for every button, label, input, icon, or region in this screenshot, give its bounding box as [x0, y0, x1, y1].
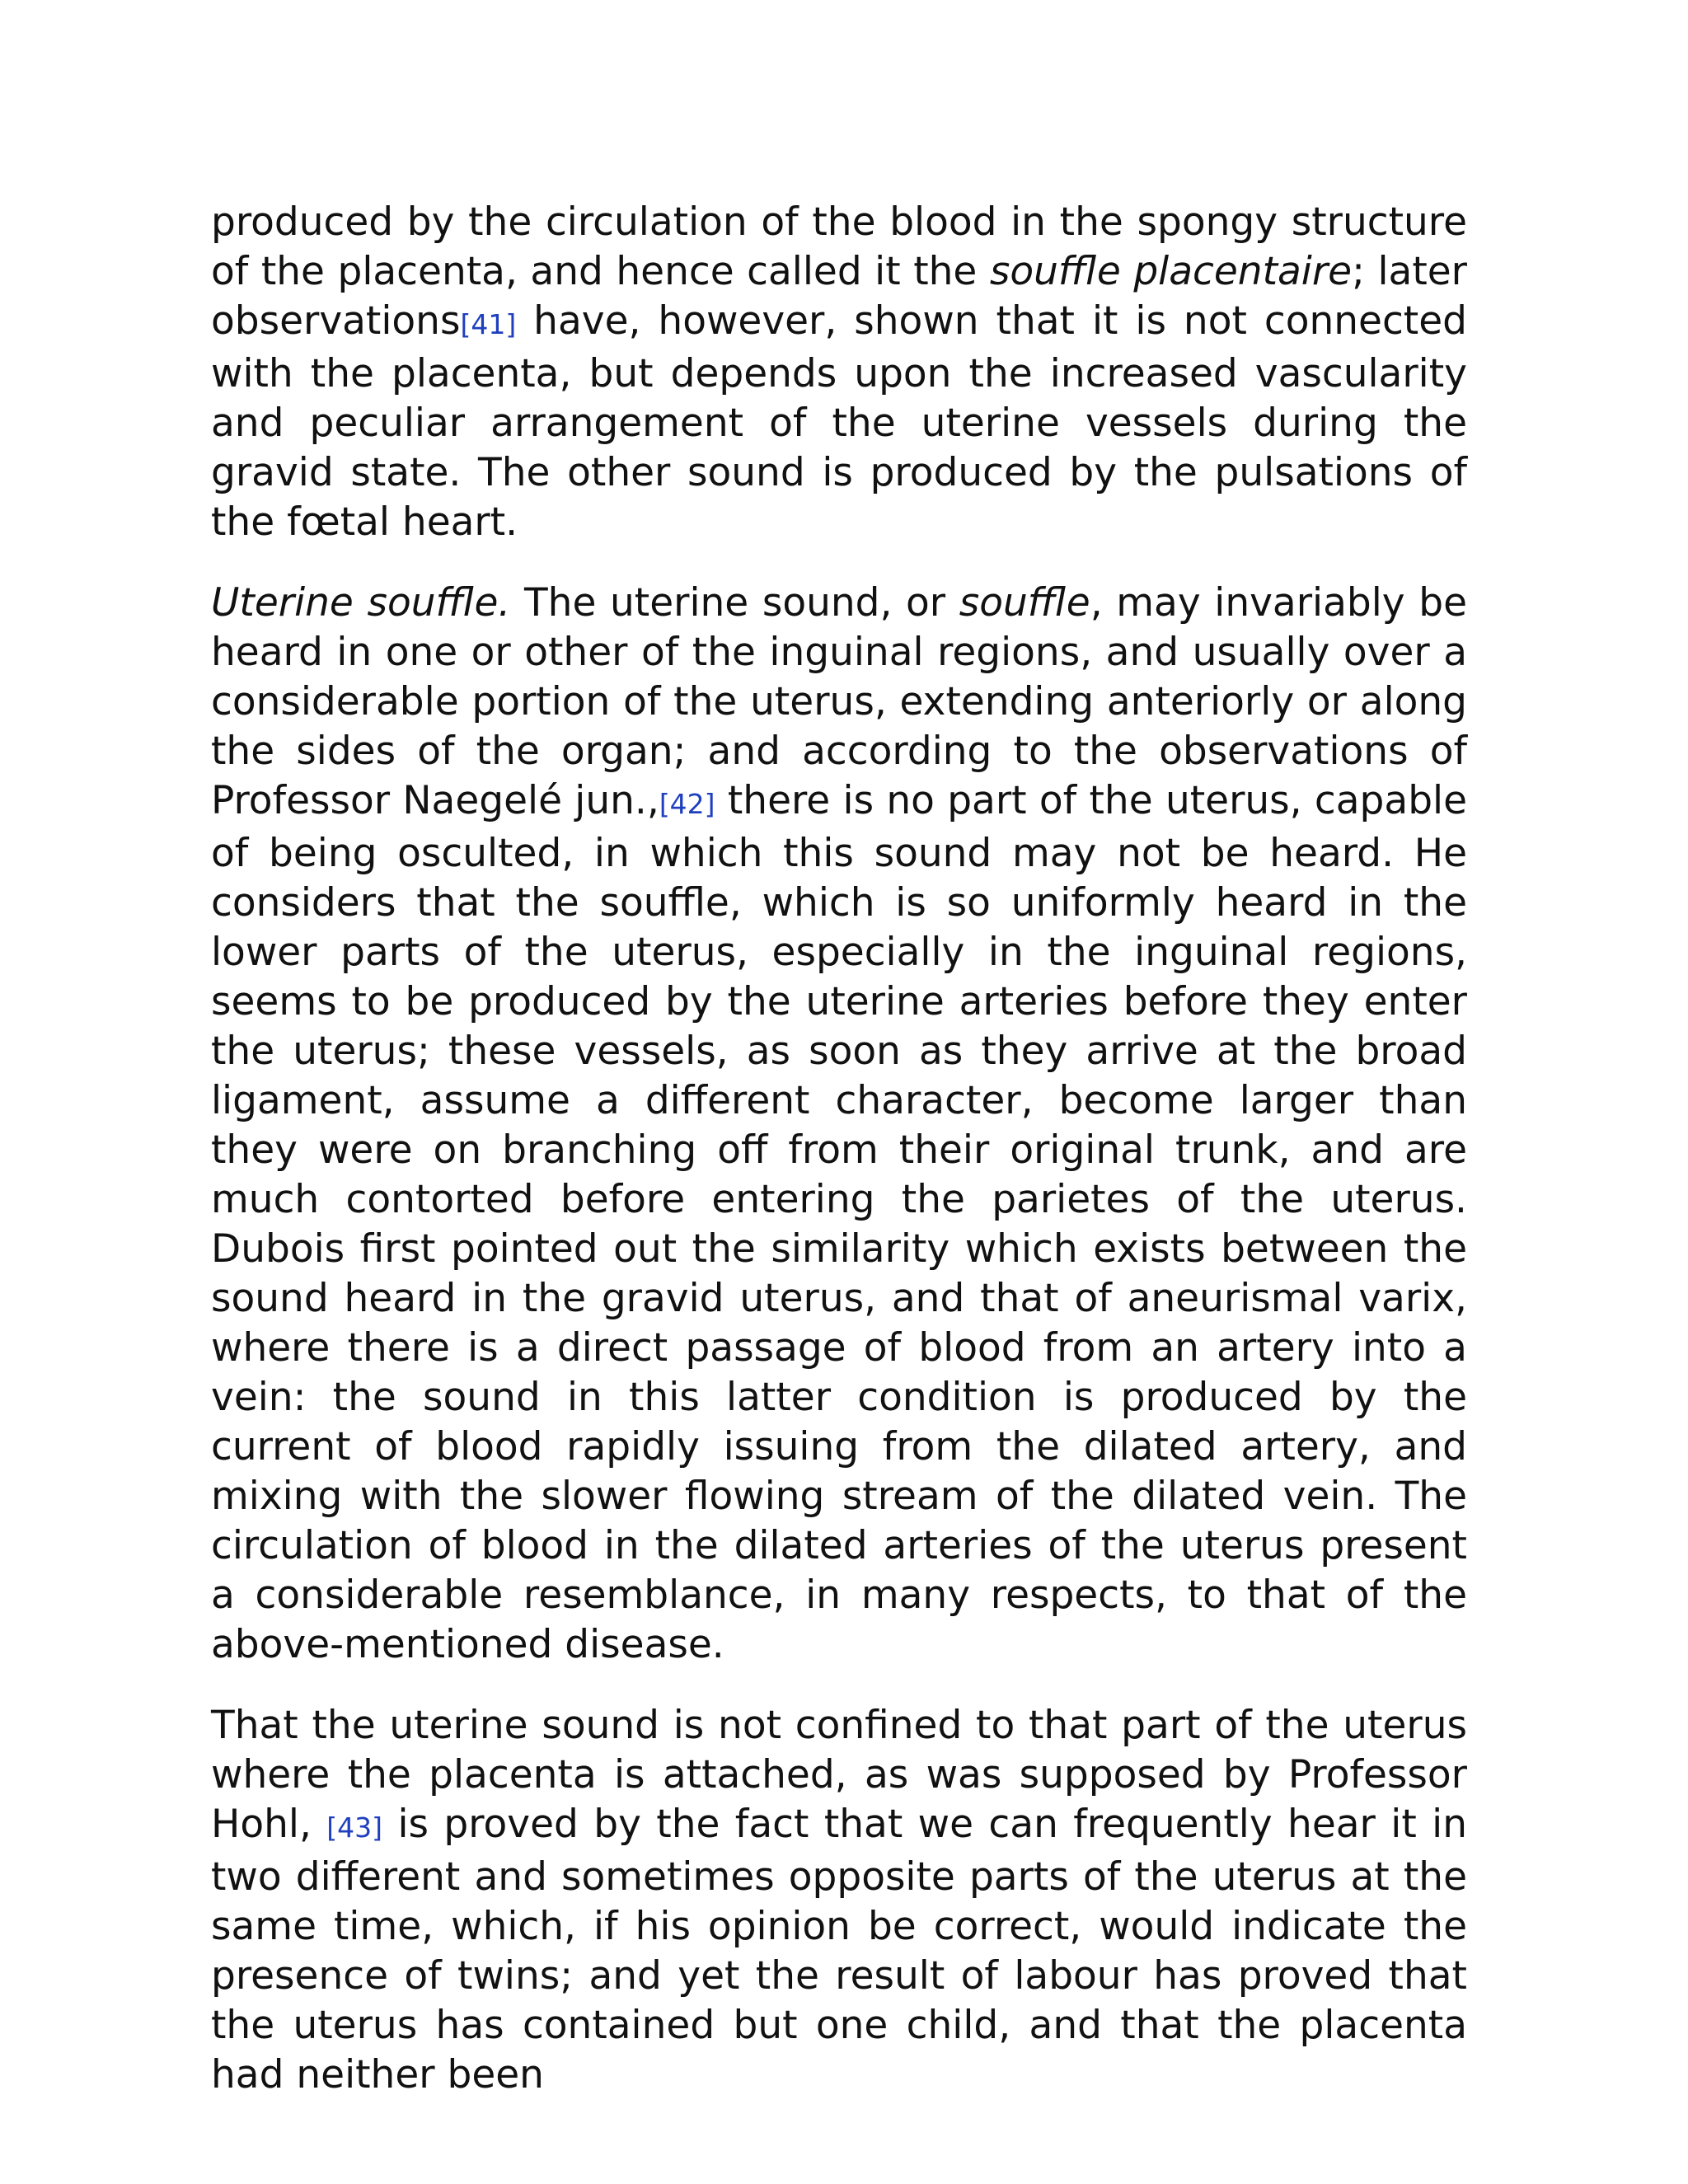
paragraph-2 — [211, 579, 1467, 1670]
paragraph-2-text-2: , may invariably be heard in one or other of the inguinal regions, and usually over a considerable portion of the uterus, extending anteriorly or along the sides of the organ; and according to the observations of Professor Naegelé jun., — [211, 580, 1467, 823]
paragraph-1 — [211, 198, 1467, 547]
footnote-link-43[interactable]: [43] — [326, 1811, 383, 1844]
paragraph-1-text-2: ; later observations — [211, 249, 1467, 344]
italic-term-souffle: souffle — [959, 580, 1090, 626]
paragraph-3-text-2: is proved by the fact that we can frequently hear it in two different and sometimes opposite parts of the uterus at the same time, which, if his opinion be correct, would indicate the presence of twins; and yet the result of labour has proved that the uterus has contained but one child, and that the placenta had neither been — [211, 1802, 1467, 2097]
paragraph-3-text-1: That the uterine sound is not confined to that part of the uterus where the placenta is attached, as was supposed by Professor Hohl, — [211, 1703, 1467, 1847]
document-page — [211, 198, 1467, 2131]
paragraph-3 — [211, 1701, 1467, 2100]
paragraph-1-text-3: have, however, shown that it is not connected with the placenta, but depends upon the increased vascularity and peculiar arrangement of the uterine vessels during the gravid state. The other sound is produced by the pulsations of the fœtal heart. — [211, 298, 1467, 545]
paragraph-2-text-1: The uterine sound, or — [510, 580, 959, 626]
footnote-link-41[interactable]: [41] — [460, 308, 517, 340]
paragraph-2-text-3: there is no part of the uterus, capable of being osculted, in which this sound may not be heard. He considers that the souffle, which is so uniformly heard in the lower parts of the uterus, especially in the inguinal regions, seems to be produced by the uterine arteries before they enter the uterus; these vessels, as soon as they arrive at the broad ligament, assume a different character, become larger than they were on branching off from their original trunk, and are much contorted before entering the parietes of the uterus. Dubois first pointed out the similarity which exists between the sound heard in the gravid uterus, and that of aneurismal varix, where there is a direct passage of blood from an artery into a vein: the sound in this latter condition is produced by the current of blood rapidly issuing from the dilated artery, and mixing with the slower flowing stream of the dilated vein. The circulation of blood in the dilated arteries of the uterus present a considerable resemblance, in many respects, to that of the above-mentioned disease. — [211, 778, 1467, 1667]
italic-term-souffle-placentaire: souffle placentaire — [989, 249, 1353, 294]
paragraph-1-text-1: produced by the circulation of the blood in the spongy structure of the placenta, and hence called it the — [211, 199, 1467, 294]
footnote-link-42[interactable]: [42] — [659, 788, 715, 820]
section-heading-uterine-souffle: Uterine souffle. — [211, 580, 511, 626]
